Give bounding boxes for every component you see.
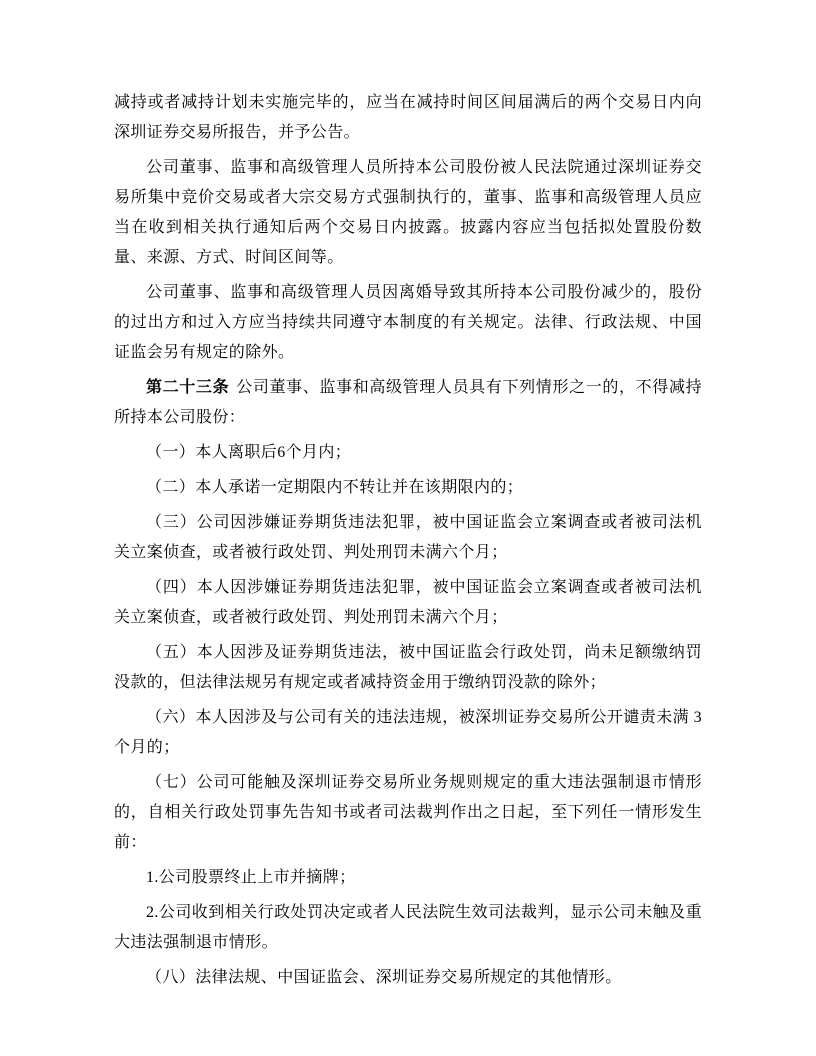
list-item-2: （二）本人承诺一定期限内不转让并在该期限内的；	[146, 479, 524, 496]
article-23-number: 第二十三条	[146, 379, 230, 396]
sub-list-item-2: 2.公司收到相关行政处罚决定或者人民法院生效司法裁判，显示公司未触及重大违法强制退市情形。	[114, 904, 702, 951]
sub-list-item-1: 1.公司股票终止上市并摘牌；	[146, 869, 356, 886]
paragraph-forced-execution: 公司董事、监事和高级管理人员所持本公司股份被人民法院通过深圳证券交易所集中竞价交易或者大宗交易方式强制执行的，董事、监事和高级管理人员应当在收到相关执行通知后两个交易日内披露。披露内容应当包括拟处置股份数量、来源、方式、时间区间等。	[114, 159, 702, 266]
article-23-paragraph	[114, 373, 702, 433]
list-item-1: （一）本人离职后6个月内；	[146, 444, 352, 461]
list-item-3: （三）公司因涉嫌证券期货违法犯罪，被中国证监会立案调查或者被司法机关立案侦查，或者被行政处罚、判处刑罚未满六个月；	[114, 514, 702, 561]
article-23-text: 公司董事、监事和高级管理人员具有下列情形之一的，不得减持所持本公司股份：	[114, 379, 702, 426]
list-item-5: （五）本人因涉及证券期货违法，被中国证监会行政处罚，尚未足额缴纳罚没款的，但法律法规另有规定或者减持资金用于缴纳罚没款的除外；	[114, 644, 702, 691]
paragraph-continuation: 减持或者减持计划未实施完毕的，应当在减持时间区间届满后的两个交易日内向深圳证券交易所报告，并予公告。	[114, 94, 702, 141]
list-item-6: （六）本人因涉及与公司有关的违法违规，被深圳证券交易所公开谴责未满 3 个月的；	[114, 709, 702, 756]
list-item-8: （八）法律法规、中国证监会、深圳证券交易所规定的其他情形。	[146, 969, 622, 986]
list-item-7: （七）公司可能触及深圳证券交易所业务规则规定的重大违法强制退市情形的，自相关行政处罚事先告知书或者司法裁判作出之日起，至下列任一情形发生前：	[114, 774, 702, 851]
paragraph-divorce-transfer: 公司董事、监事和高级管理人员因离婚导致其所持本公司股份减少的，股份的过出方和过入方应当持续共同遵守本制度的有关规定。法律、行政法规、中国证监会另有规定的除外。	[114, 284, 702, 361]
list-item-4: （四）本人因涉嫌证券期货违法犯罪，被中国证监会立案调查或者被司法机关立案侦查，或者被行政处罚、判处刑罚未满六个月；	[114, 579, 702, 626]
